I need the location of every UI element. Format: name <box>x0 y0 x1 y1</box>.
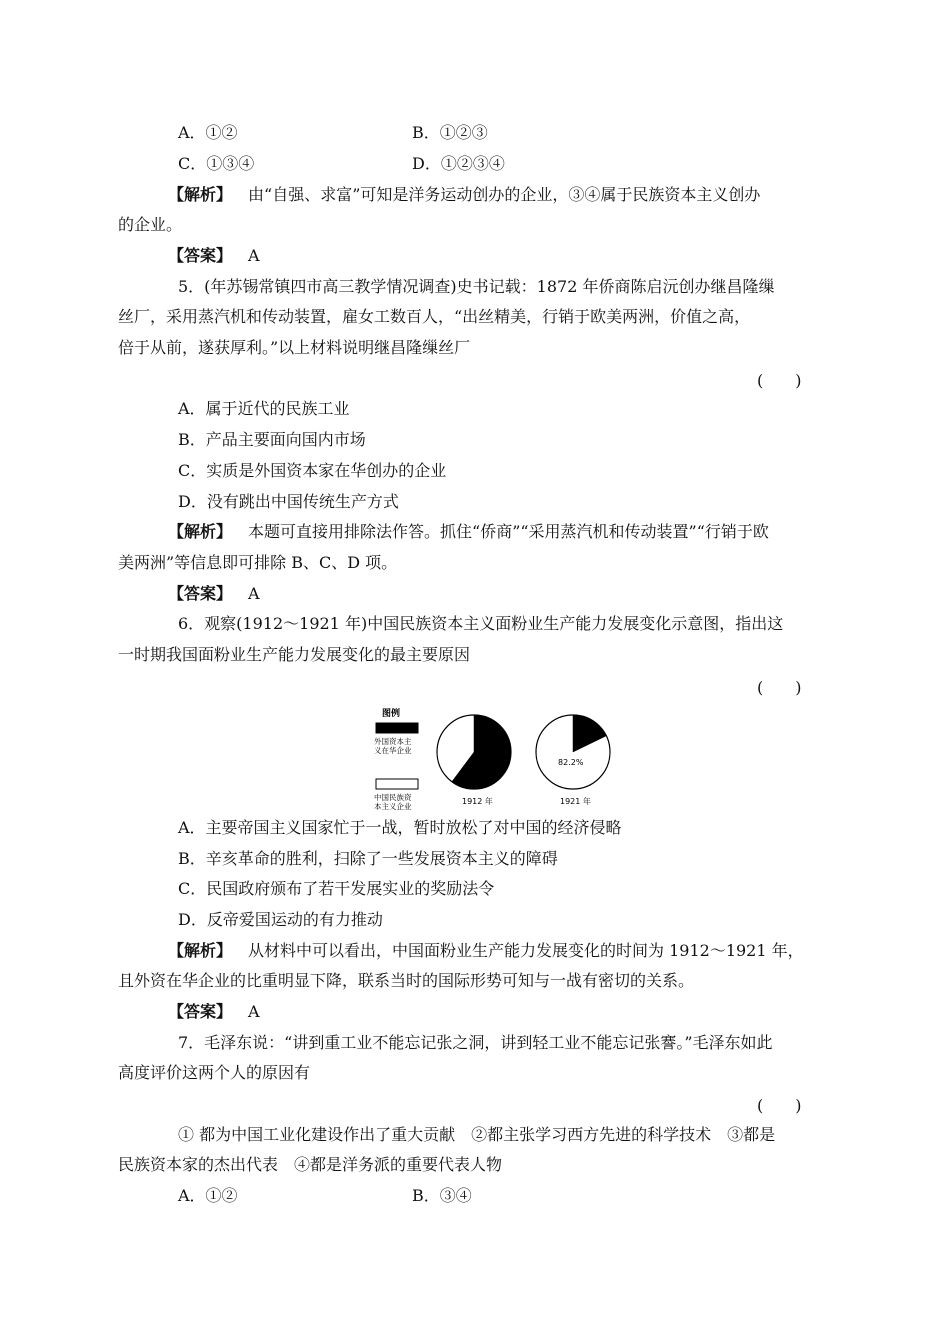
q5-analysis-line-2: 美两洲”等信息即可排除 B、C、D 项。 <box>118 553 398 572</box>
q7-stem-line-1: 7．毛泽东说：“讲到重工业不能忘记张之洞，讲到轻工业不能忘记张謇。”毛泽东如此 <box>178 1033 773 1052</box>
q6-stem-line-1: 6．观察(1912～1921 年)中国民族资本主义面粉业生产能力发展变化示意图，指出这 <box>178 614 784 633</box>
q5-option-d: D．没有跳出中国传统生产方式 <box>178 492 399 511</box>
q4-option-d: D．①②③④ <box>412 154 505 173</box>
q6-analysis-line-1 <box>168 940 804 962</box>
q6-answer-value: A <box>248 1002 260 1021</box>
q5-option-a: A．属于近代的民族工业 <box>178 399 350 418</box>
legend-label-domestic-2: 本主义企业 <box>374 802 412 811</box>
q6-pie-figure <box>370 704 618 812</box>
legend-label-domestic-1: 中国民族资 <box>374 793 412 802</box>
legend-swatch-foreign <box>376 723 418 733</box>
q4-analysis-text: 由“自强、求富”可知是洋务运动创办的企业，③④属于民族资本主义创办 <box>248 185 761 204</box>
q5-stem-line-2: 丝厂，采用蒸汽机和传动装置，雇女工数百人，“出丝精美，行销于欧美两洲，价值之高， <box>118 307 751 326</box>
q5-option-c: C．实质是外国资本家在华创办的企业 <box>178 461 447 480</box>
q7-answer-blank: ( ) <box>757 1096 802 1115</box>
q4-analysis-line-2: 的企业。 <box>118 215 183 234</box>
q6-option-b: B．辛亥革命的胜利，扫除了一些发展资本主义的障碍 <box>178 849 558 868</box>
q5-answer-value: A <box>248 584 260 603</box>
q4-analysis-tag: 【解析】 <box>168 185 233 204</box>
legend-label-foreign-1: 外国资本主 <box>374 737 412 746</box>
q4-answer-value: A <box>248 246 260 265</box>
q4-option-a: A．①② <box>178 123 238 142</box>
q5-analysis-tag: 【解析】 <box>168 522 233 541</box>
q7-items-line-2: 民族资本家的杰出代表 ④都是洋务派的重要代表人物 <box>118 1155 503 1174</box>
q5-stem-line-1: 5．(年苏锡常镇四市高三教学情况调查)史书记载：1872 年侨商陈启沅创办继昌隆缫 <box>178 277 775 296</box>
q6-option-c: C．民国政府颁布了若干发展实业的奖励法令 <box>178 879 495 898</box>
pie-1921-year: 1921 年 <box>560 797 591 806</box>
q5-analysis-line-1 <box>168 521 769 543</box>
q6-analysis-tag: 【解析】 <box>168 941 233 960</box>
legend-label-foreign-2: 义在华企业 <box>374 746 412 755</box>
q5-option-b: B．产品主要面向国内市场 <box>178 430 366 449</box>
q5-analysis-text: 本题可直接用排除法作答。抓住“侨商”“采用蒸汽机和传动装置”“行销于欧 <box>248 522 769 541</box>
q6-answer-tag: 【答案】 <box>168 1002 233 1021</box>
legend-title: 图例 <box>382 709 401 719</box>
q4-option-c: C．①③④ <box>178 154 255 173</box>
q6-option-d: D．反帝爱国运动的有力推动 <box>178 910 383 929</box>
q7-items-line-1: ① 都为中国工业化建设作出了重大贡献 ②都主张学习西方先进的科学技术 ③都是 <box>178 1125 776 1144</box>
legend-swatch-domestic <box>376 779 418 789</box>
q5-stem-line-3: 倍于从前，遂获厚利。”以上材料说明继昌隆缫丝厂 <box>118 338 471 357</box>
q6-stem-line-2: 一时期我国面粉业生产能力发展变化的最主要原因 <box>118 645 471 664</box>
pie-1912-year: 1912 年 <box>462 797 493 806</box>
q4-option-b: B．①②③ <box>412 123 488 142</box>
q4-analysis-line-1 <box>168 184 760 206</box>
q7-option-b: B．③④ <box>412 1186 472 1205</box>
q6-option-a: A．主要帝国主义国家忙于一战，暂时放松了对中国的经济侵略 <box>178 818 622 837</box>
q6-answer <box>168 1001 260 1023</box>
pie-1921-label: 82.2% <box>558 758 584 767</box>
q4-answer <box>168 245 260 267</box>
q6-analysis-text: 从材料中可以看出，中国面粉业生产能力发展变化的时间为 1912～1921 年， <box>248 941 804 960</box>
q7-option-a: A．①② <box>178 1186 238 1205</box>
q6-analysis-line-2: 且外资在华企业的比重明显下降，联系当时的国际形势可知与一战有密切的关系。 <box>118 971 695 990</box>
q7-stem-line-2: 高度评价这两个人的原因有 <box>118 1063 311 1082</box>
q5-answer <box>168 583 260 605</box>
q6-answer-blank: ( ) <box>757 678 802 697</box>
q4-answer-tag: 【答案】 <box>168 246 233 265</box>
q5-answer-tag: 【答案】 <box>168 584 233 603</box>
pie-1912-label: 39.8% <box>484 750 510 759</box>
q5-answer-blank: ( ) <box>757 371 802 390</box>
